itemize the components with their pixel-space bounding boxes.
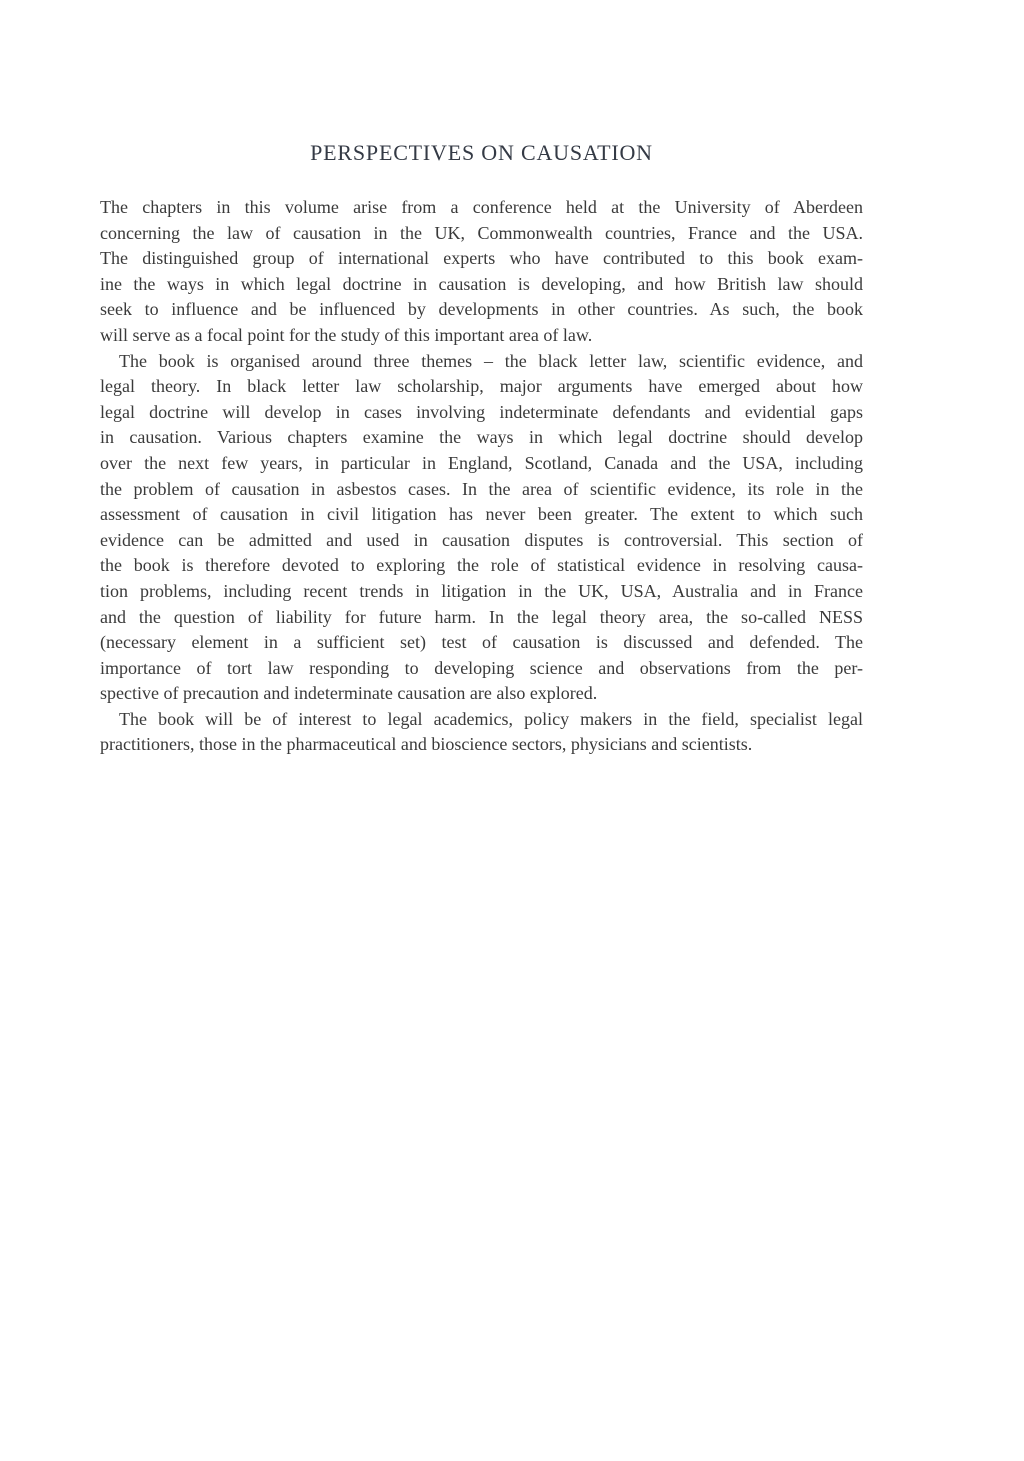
body-line: spective of precaution and indeterminate causation are also explored. bbox=[100, 683, 598, 704]
body-line: the problem of causation in asbestos cases. In the area of scientific evidence, its role in the bbox=[100, 478, 863, 499]
body-line: legal doctrine will develop in cases involving indeterminate defendants and evidential gaps bbox=[100, 401, 863, 422]
body-line: concerning the law of causation in the UK, Commonwealth countries, France and the USA. bbox=[100, 222, 863, 243]
body-line: The book is organised around three themes – the black letter law, scientific evidence, and bbox=[119, 350, 863, 371]
text-column bbox=[100, 140, 863, 758]
body-line: ine the ways in which legal doctrine in causation is developing, and how British law should bbox=[100, 273, 863, 294]
paragraph-2 bbox=[100, 349, 863, 707]
body-line: over the next few years, in particular in England, Scotland, Canada and the USA, including bbox=[100, 452, 863, 473]
page-title: PERSPECTIVES ON CAUSATION bbox=[310, 140, 653, 165]
paragraph-3 bbox=[100, 707, 863, 758]
body-line: The book will be of interest to legal academics, policy makers in the field, specialist legal bbox=[119, 708, 863, 729]
body-line: tion problems, including recent trends in litigation in the UK, USA, Australia and in France bbox=[100, 580, 863, 601]
body-line: assessment of causation in civil litigation has never been greater. The extent to which such bbox=[100, 504, 863, 525]
body-text bbox=[100, 195, 863, 758]
body-line: the book is therefore devoted to exploring the role of statistical evidence in resolving causa- bbox=[100, 555, 863, 576]
body-line: importance of tort law responding to developing science and observations from the per- bbox=[100, 657, 863, 678]
body-line: legal theory. In black letter law scholarship, major arguments have emerged about how bbox=[100, 376, 863, 397]
body-line: practitioners, those in the pharmaceutical and bioscience sectors, physicians and scientists. bbox=[100, 734, 753, 755]
body-line: in causation. Various chapters examine the ways in which legal doctrine should develop bbox=[100, 427, 863, 448]
body-line: The chapters in this volume arise from a conference held at the University of Aberdeen bbox=[100, 197, 863, 217]
body-line: and the question of liability for future harm. In the legal theory area, the so-called NESS bbox=[100, 606, 863, 627]
body-line: will serve as a focal point for the study of this important area of law. bbox=[100, 324, 593, 345]
body-line: (necessary element in a sufficient set) test of causation is discussed and defended. The bbox=[100, 632, 863, 653]
paragraph-1 bbox=[100, 195, 863, 349]
body-line: evidence can be admitted and used in causation disputes is controversial. This section of bbox=[100, 529, 863, 550]
body-line: The distinguished group of international experts who have contributed to this book exam- bbox=[100, 248, 863, 269]
body-line: seek to influence and be influenced by developments in other countries. As such, the book bbox=[100, 299, 863, 320]
